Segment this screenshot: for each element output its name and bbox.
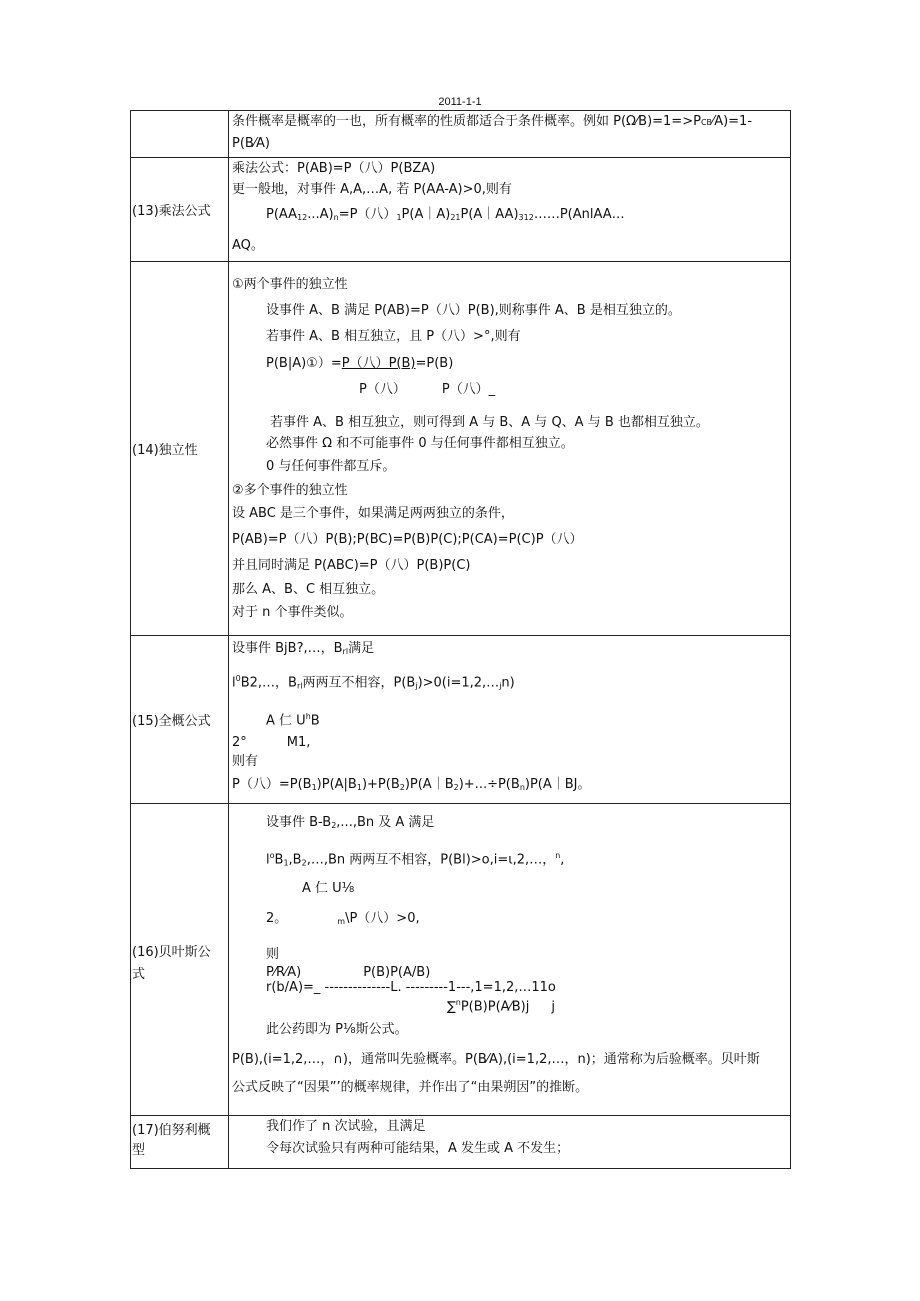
text-line: 那么 A、B、C 相互独立。 — [232, 582, 385, 597]
text-line: 设事件 BjB?,…，$B_{rl}$满足 — [232, 641, 375, 656]
text-line: 则有 — [232, 753, 259, 769]
row-label — [131, 111, 229, 158]
text-line: 若事件 A、B 相互独立，且 P（八）>°,则有 — [266, 329, 521, 344]
row-content — [229, 111, 791, 158]
table-row — [131, 1116, 791, 1169]
formula-line: A 仁 $U^hB$ — [266, 712, 320, 729]
text-line: 设事件 A、B 满足 P(AB)=P（八）P(B),则称事件 A、B 是相互独立的。 — [266, 303, 681, 318]
text-line: 此公药即为 P⅛斯公式。 — [266, 1021, 408, 1037]
text-line: P(B),(i=1,2,…，∩)，通常叫先验概率。P(B⁄A),(i=1,2,…，n)；通常称为后验概率。贝叶斯 — [232, 1051, 760, 1067]
row-content — [229, 804, 791, 1116]
formula-line: r(b/A)=_ --------------L. ---------1---,1=1,2,…11o — [266, 980, 556, 996]
text-line: 并且同时满足 P(ABC)=P（八）P(B)P(C) — [232, 558, 471, 573]
page-header: 2011-1-1 — [438, 96, 482, 108]
subscript: B — [706, 118, 713, 127]
text-line: ①两个事件的独立性 — [232, 277, 348, 292]
formula-line: P（八）$=P(B_1)P(A|B_1)+P(B_2)P(A|B_2)+...\div P(B_n)P(A|BJ$。 — [232, 776, 591, 792]
formula-table — [130, 110, 791, 1169]
table-row — [131, 636, 791, 804]
formula-line: P(B|A)①）=P（八）P(B)=P(B) — [266, 356, 454, 371]
text-line: 则 — [266, 947, 280, 963]
table-row — [131, 262, 791, 636]
formula-denominator: P（八） P（八）_ — [359, 382, 496, 397]
row-label: (13)乘法公式 — [131, 158, 229, 262]
formula-line: 2。 $_m$\P（八）>0, — [266, 911, 420, 927]
table-row — [131, 158, 791, 262]
subscript: C — [700, 118, 707, 127]
row-label: (15)全概公式 — [131, 636, 229, 804]
row-label-line: 型 — [132, 1143, 146, 1158]
row-content — [229, 158, 791, 262]
text-line: 条件概率是概率的一也，所有概率的性质都适合于条件概率。例如 P(Ω⁄B)=1=>P — [232, 114, 701, 129]
row-label — [131, 1116, 229, 1169]
table-row — [131, 111, 791, 158]
row-label — [131, 804, 229, 1116]
text-line: 我们作了 n 次试验，且满足 — [266, 1119, 426, 1134]
text-line: P(AB)=P（八）P(B);P(BC)=P(B)P(C);P(CA)=P(C)P（八） — [232, 532, 583, 547]
formula-line: $P(AA_{12}...A)_n=P$（八）$_1P(A|A)_{21}P(A|AA)_{312}\dots\dots P(AnlAA\dots$ — [266, 207, 625, 222]
text-line: ⁄A)=1- — [712, 114, 753, 129]
formula-line: A 仁 U⅛ — [302, 881, 355, 897]
formula-line: 2° M1, — [232, 734, 311, 750]
formula-line: P⁄R⁄A) P(B)P(A/B) — [266, 965, 431, 981]
row-content — [229, 262, 791, 636]
formula-line: ∑$^n$P(B)P(A⁄B)j j — [447, 998, 555, 1015]
text-line: AQ。 — [232, 238, 264, 253]
text-line: 设事件 $B-B_2,...,Bn$ 及 A 满足 — [266, 815, 435, 830]
text-line: P(B⁄A) — [232, 136, 270, 151]
text-line: 公式反映了“因果”’的概率规律，并作出了“由果朔因”的推断。 — [232, 1079, 589, 1095]
text-line: 乘法公式：P(AB)=P（八）P(BZA) — [232, 161, 436, 176]
text-line: 更一般地，对事件 A,A,…A, 若 P(AA-A)>0,则有 — [232, 182, 512, 197]
row-content — [229, 636, 791, 804]
row-label-line: 式 — [132, 966, 146, 982]
text-line: $l^0B2,\dots$，$B_{rl}$两两互不相容，$P(B_j)>0(i=1,2,\dots_jn)$ — [232, 674, 515, 691]
text-line: 令每次试验只有两种可能结果，A 发生或 A 不发生； — [266, 1141, 570, 1156]
text-line: ②多个事件的独立性 — [232, 483, 348, 498]
text-line: 对于 n 个事件类似。 — [232, 605, 353, 620]
table-row — [131, 804, 791, 1116]
row-label-line: (17)伯努利概 — [132, 1123, 211, 1138]
row-label-line: (16)贝叶斯公 — [132, 944, 211, 960]
text-line: $l^oB_1,B_2,\dots,Bn$ 两两互不相容，P(Bl)>o,i=ι,2,…，$^n$, — [266, 851, 565, 868]
row-label: (14)独立性 — [131, 262, 229, 636]
text-line: 0 与任何事件都互斥。 — [266, 459, 396, 474]
row-content — [229, 1116, 791, 1169]
text-line: 设 ABC 是三个事件，如果满足两两独立的条件， — [232, 506, 514, 521]
text-line: 若事件 A、B 相互独立，则可得到 A 与 B、A 与 Q、A 与 B 也都相互独立。 — [270, 415, 709, 430]
text-line: 必然事件 Ω 和不可能事件 0 与任何事件都相互独立。 — [266, 436, 574, 451]
